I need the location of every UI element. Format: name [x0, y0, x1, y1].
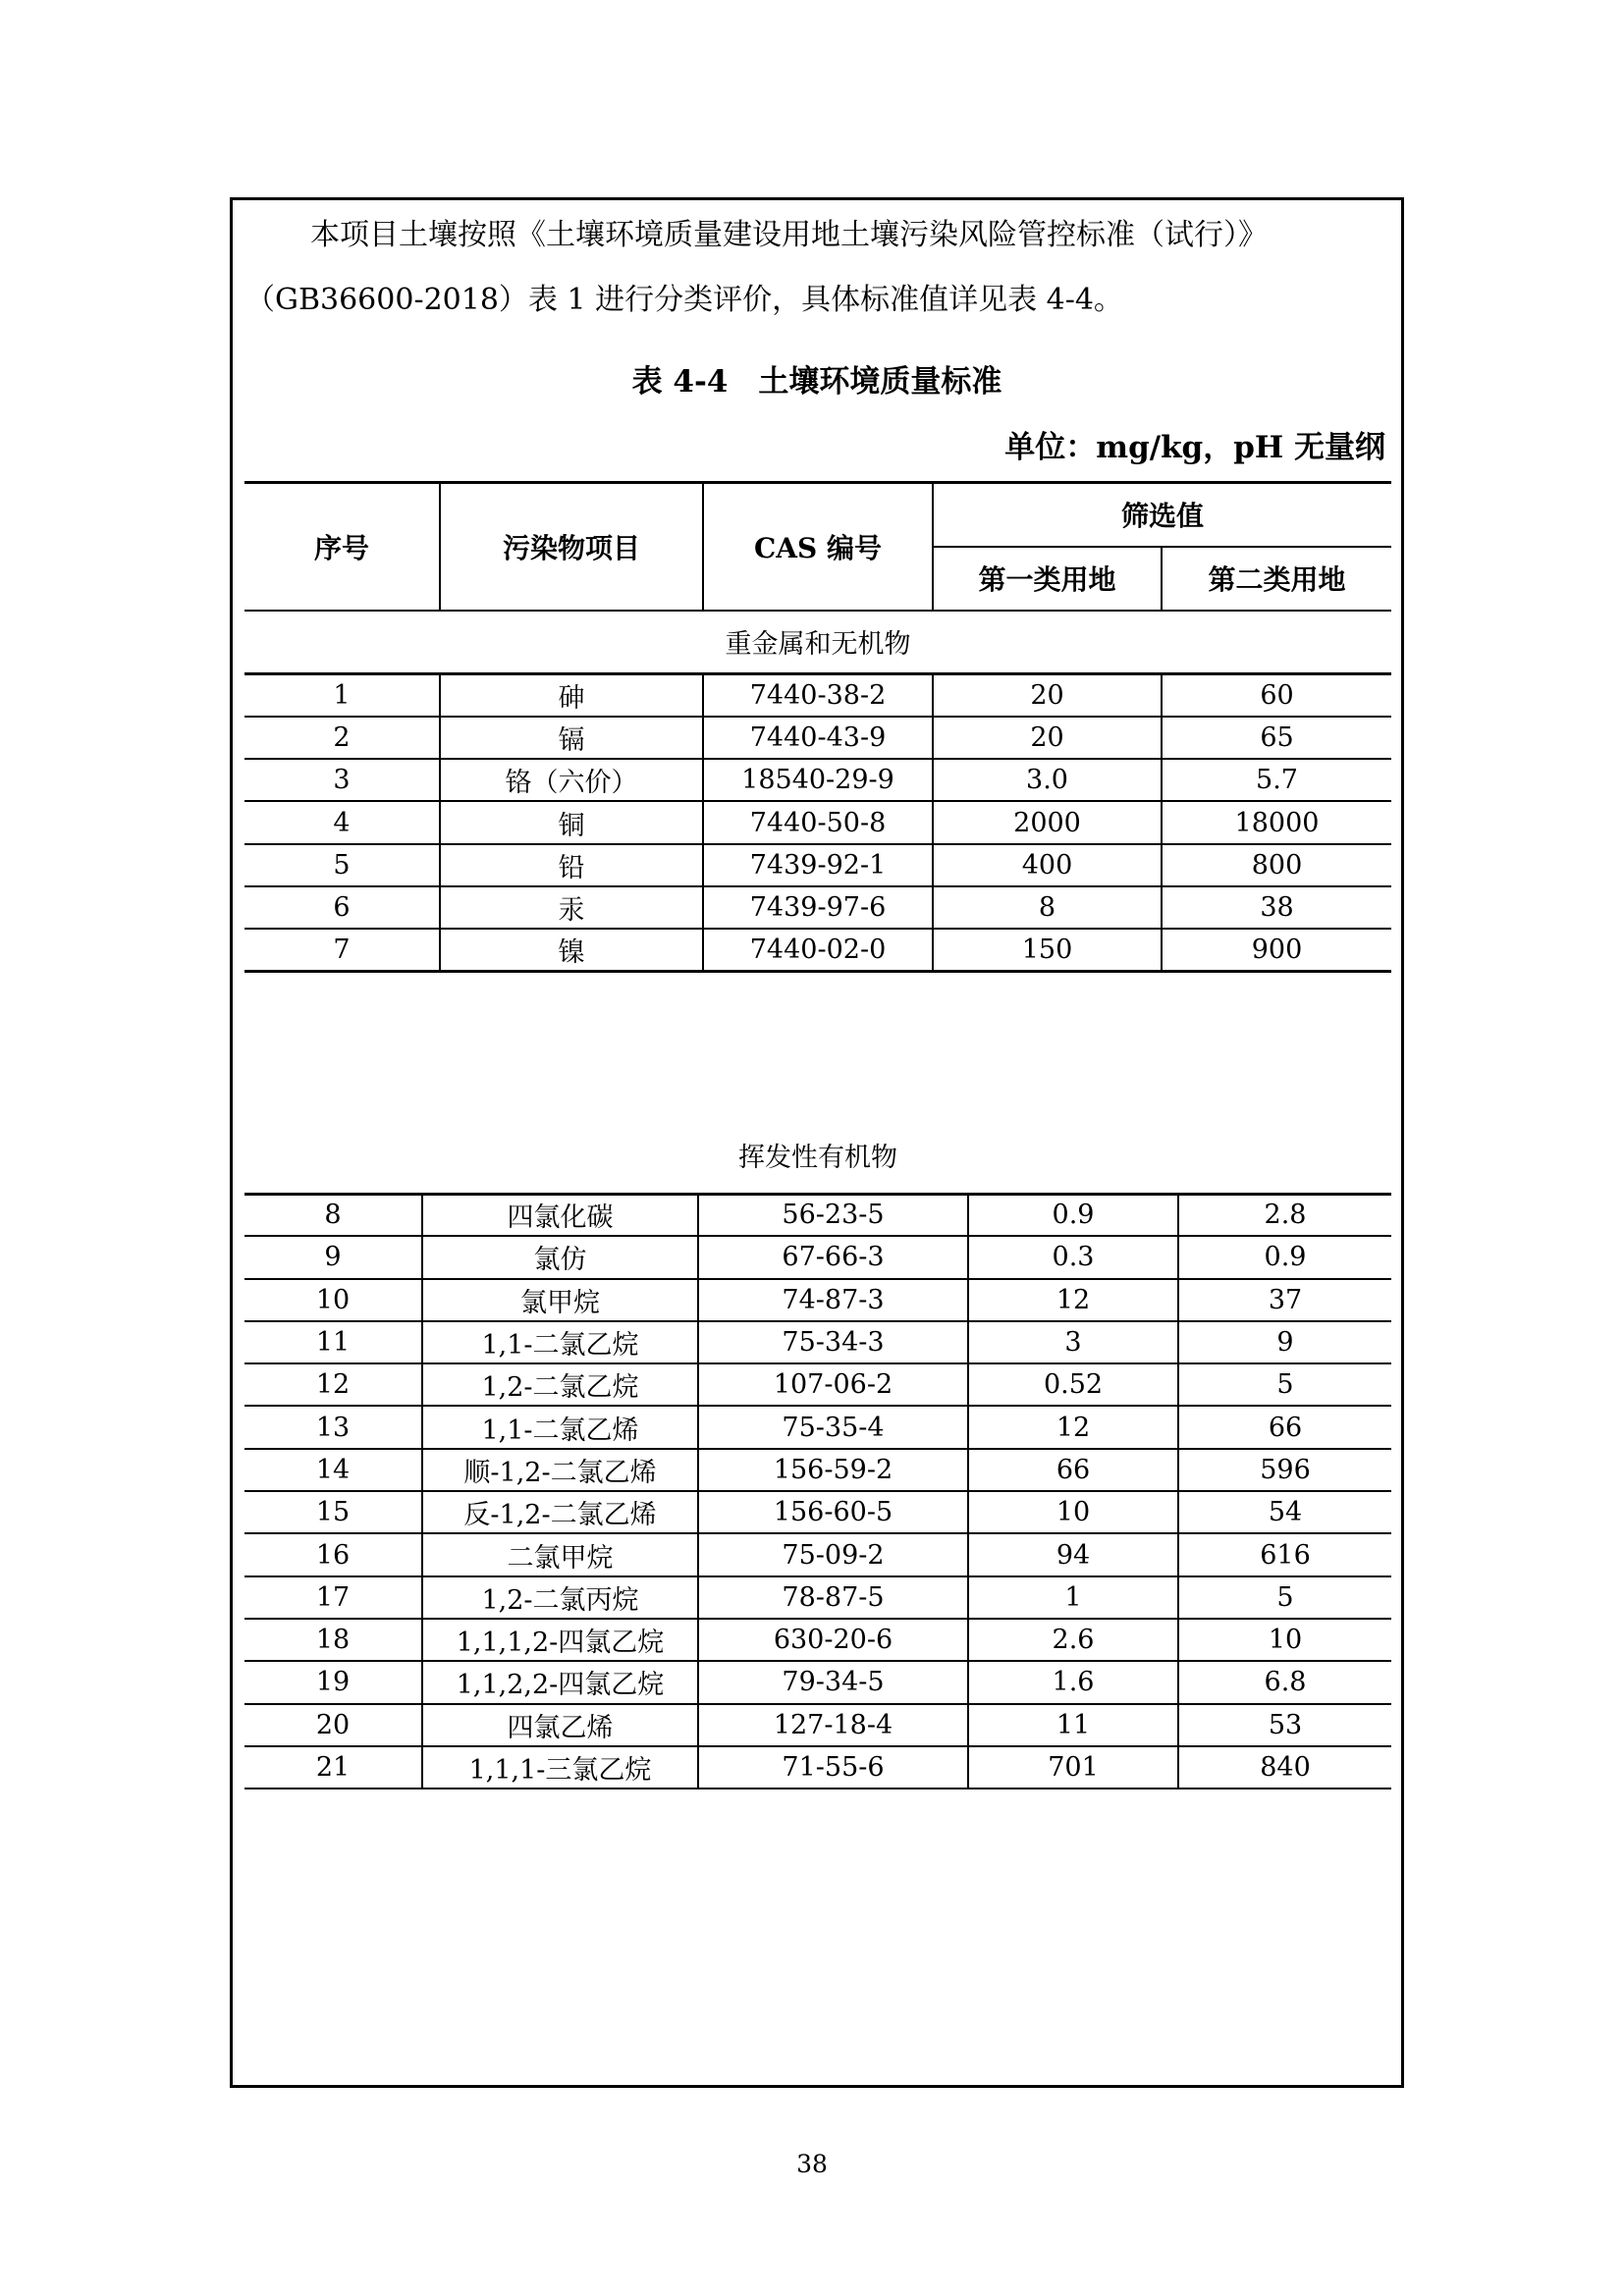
cell-class2: 5	[1178, 1576, 1391, 1619]
cell-class2: 596	[1178, 1449, 1391, 1491]
cell-no: 19	[244, 1661, 422, 1703]
cell-pollutant: 1,1-二氯乙烷	[422, 1321, 698, 1363]
cell-class1: 1	[968, 1576, 1178, 1619]
cell-class1: 0.9	[968, 1194, 1178, 1236]
cell-no: 17	[244, 1576, 422, 1619]
cell-pollutant: 四氯乙烯	[422, 1704, 698, 1746]
cell-no: 14	[244, 1449, 422, 1491]
cell-class1: 94	[968, 1533, 1178, 1575]
cell-pollutant: 汞	[440, 886, 703, 929]
cell-class1: 400	[933, 844, 1162, 886]
cell-pollutant: 镉	[440, 717, 703, 759]
table-row	[244, 759, 1391, 801]
cell-pollutant: 铬（六价）	[440, 759, 703, 801]
cell-no: 2	[244, 717, 440, 759]
cell-class2: 800	[1162, 844, 1391, 886]
cell-class1: 11	[968, 1704, 1178, 1746]
cell-pollutant: 反-1,2-二氯乙烯	[422, 1491, 698, 1533]
cell-pollutant: 二氯甲烷	[422, 1533, 698, 1575]
cell-cas: 7439-92-1	[703, 844, 933, 886]
table-row	[244, 929, 1391, 971]
cell-cas: 71-55-6	[698, 1746, 968, 1789]
table-row	[244, 844, 1391, 886]
cell-class2: 5	[1178, 1363, 1391, 1406]
table-row	[244, 1746, 1391, 1789]
table-row	[244, 1194, 1391, 1236]
cell-class1: 150	[933, 929, 1162, 971]
table-row	[244, 1533, 1391, 1575]
cell-cas: 127-18-4	[698, 1704, 968, 1746]
cell-class2: 18000	[1162, 801, 1391, 843]
cell-pollutant: 氯甲烷	[422, 1279, 698, 1321]
cell-class1: 1.6	[968, 1661, 1178, 1703]
cell-no: 9	[244, 1236, 422, 1278]
cell-class2: 65	[1162, 717, 1391, 759]
table-row	[244, 1661, 1391, 1703]
cell-class2: 66	[1178, 1406, 1391, 1448]
page-number: 38	[796, 2150, 828, 2178]
cell-no: 4	[244, 801, 440, 843]
table-row	[244, 1236, 1391, 1278]
header-class2: 第二类用地	[1162, 547, 1391, 611]
table-row	[244, 1491, 1391, 1533]
table-row	[244, 717, 1391, 759]
cell-cas: 7439-97-6	[703, 886, 933, 929]
cell-class2: 53	[1178, 1704, 1391, 1746]
cell-class1: 8	[933, 886, 1162, 929]
cell-cas: 107-06-2	[698, 1363, 968, 1406]
intro-line-1: 本项目土壤按照《土壤环境质量建设用地土壤污染风险管控标准（试行）》	[310, 218, 1268, 252]
metal-rows	[244, 674, 1391, 972]
cell-cas: 7440-43-9	[703, 717, 933, 759]
table-row	[244, 1449, 1391, 1491]
cell-no: 12	[244, 1363, 422, 1406]
cell-cas: 156-59-2	[698, 1449, 968, 1491]
cell-class1: 3	[968, 1321, 1178, 1363]
cell-cas: 56-23-5	[698, 1194, 968, 1236]
cell-class2: 10	[1178, 1619, 1391, 1661]
cell-no: 10	[244, 1279, 422, 1321]
table-row	[244, 1363, 1391, 1406]
cell-class1: 701	[968, 1746, 1178, 1789]
section-vocs: 挥发性有机物	[738, 1143, 897, 1173]
cell-class2: 5.7	[1162, 759, 1391, 801]
standards-table-part2	[244, 1188, 1391, 1789]
cell-cas: 7440-38-2	[703, 674, 933, 717]
cell-pollutant: 1,1-二氯乙烯	[422, 1406, 698, 1448]
cell-no: 8	[244, 1194, 422, 1236]
header-pollutant: 污染物项目	[440, 483, 703, 611]
cell-no: 5	[244, 844, 440, 886]
cell-no: 15	[244, 1491, 422, 1533]
cell-class2: 2.8	[1178, 1194, 1391, 1236]
header-no: 序号	[244, 483, 440, 611]
cell-cas: 75-35-4	[698, 1406, 968, 1448]
cell-pollutant: 氯仿	[422, 1236, 698, 1278]
cell-pollutant: 铜	[440, 801, 703, 843]
cell-pollutant: 铅	[440, 844, 703, 886]
intro-line-2: （GB36600-2018）表 1 进行分类评价，具体标准值详见表 4-4。	[245, 283, 1123, 317]
header-screening: 筛选值	[933, 483, 1391, 547]
cell-class2: 616	[1178, 1533, 1391, 1575]
cell-cas: 156-60-5	[698, 1491, 968, 1533]
cell-pollutant: 四氯化碳	[422, 1194, 698, 1236]
cell-class1: 20	[933, 717, 1162, 759]
cell-cas: 67-66-3	[698, 1236, 968, 1278]
cell-no: 3	[244, 759, 440, 801]
table-row	[244, 674, 1391, 717]
cell-class2: 38	[1162, 886, 1391, 929]
cell-class2: 60	[1162, 674, 1391, 717]
cell-no: 13	[244, 1406, 422, 1448]
table-row	[244, 1406, 1391, 1448]
cell-no: 18	[244, 1619, 422, 1661]
cell-class1: 2000	[933, 801, 1162, 843]
cell-class1: 0.3	[968, 1236, 1178, 1278]
voc-rows	[244, 1194, 1391, 1789]
cell-no: 1	[244, 674, 440, 717]
cell-no: 16	[244, 1533, 422, 1575]
cell-cas: 18540-29-9	[703, 759, 933, 801]
cell-class2: 37	[1178, 1279, 1391, 1321]
table-row	[244, 1279, 1391, 1321]
cell-cas: 630-20-6	[698, 1619, 968, 1661]
cell-class1: 12	[968, 1406, 1178, 1448]
standards-table-part1	[244, 481, 1391, 973]
cell-class1: 0.52	[968, 1363, 1178, 1406]
table-row	[244, 801, 1391, 843]
header-cas: CAS 编号	[703, 483, 933, 611]
cell-cas: 75-09-2	[698, 1533, 968, 1575]
cell-class2: 6.8	[1178, 1661, 1391, 1703]
table-row	[244, 1619, 1391, 1661]
table-caption: 表 4-4 土壤环境质量标准	[631, 364, 1002, 400]
cell-cas: 74-87-3	[698, 1279, 968, 1321]
table-row	[244, 1321, 1391, 1363]
cell-cas: 7440-02-0	[703, 929, 933, 971]
cell-class2: 54	[1178, 1491, 1391, 1533]
cell-pollutant: 1,2-二氯丙烷	[422, 1576, 698, 1619]
cell-pollutant: 1,1,1,2-四氯乙烷	[422, 1619, 698, 1661]
cell-class1: 20	[933, 674, 1162, 717]
cell-cas: 75-34-3	[698, 1321, 968, 1363]
cell-cas: 78-87-5	[698, 1576, 968, 1619]
cell-no: 6	[244, 886, 440, 929]
cell-class2: 840	[1178, 1746, 1391, 1789]
table-row	[244, 1704, 1391, 1746]
section-heavy-metals: 重金属和无机物	[244, 611, 1391, 674]
cell-pollutant: 镍	[440, 929, 703, 971]
cell-cas: 79-34-5	[698, 1661, 968, 1703]
cell-cas: 7440-50-8	[703, 801, 933, 843]
cell-class1: 2.6	[968, 1619, 1178, 1661]
table-row	[244, 1576, 1391, 1619]
cell-pollutant: 砷	[440, 674, 703, 717]
cell-no: 20	[244, 1704, 422, 1746]
cell-no: 21	[244, 1746, 422, 1789]
cell-class1: 3.0	[933, 759, 1162, 801]
cell-class2: 9	[1178, 1321, 1391, 1363]
header-class1: 第一类用地	[933, 547, 1162, 611]
cell-no: 7	[244, 929, 440, 971]
cell-pollutant: 1,1,1-三氯乙烷	[422, 1746, 698, 1789]
cell-pollutant: 顺-1,2-二氯乙烯	[422, 1449, 698, 1491]
cell-pollutant: 1,1,2,2-四氯乙烷	[422, 1661, 698, 1703]
cell-class1: 12	[968, 1279, 1178, 1321]
cell-class2: 900	[1162, 929, 1391, 971]
cell-class2: 0.9	[1178, 1236, 1391, 1278]
cell-pollutant: 1,2-二氯乙烷	[422, 1363, 698, 1406]
cell-class1: 10	[968, 1491, 1178, 1533]
cell-class1: 66	[968, 1449, 1178, 1491]
cell-no: 11	[244, 1321, 422, 1363]
table-row	[244, 886, 1391, 929]
unit-label: 单位：mg/kg，pH 无量纲	[1004, 430, 1385, 465]
